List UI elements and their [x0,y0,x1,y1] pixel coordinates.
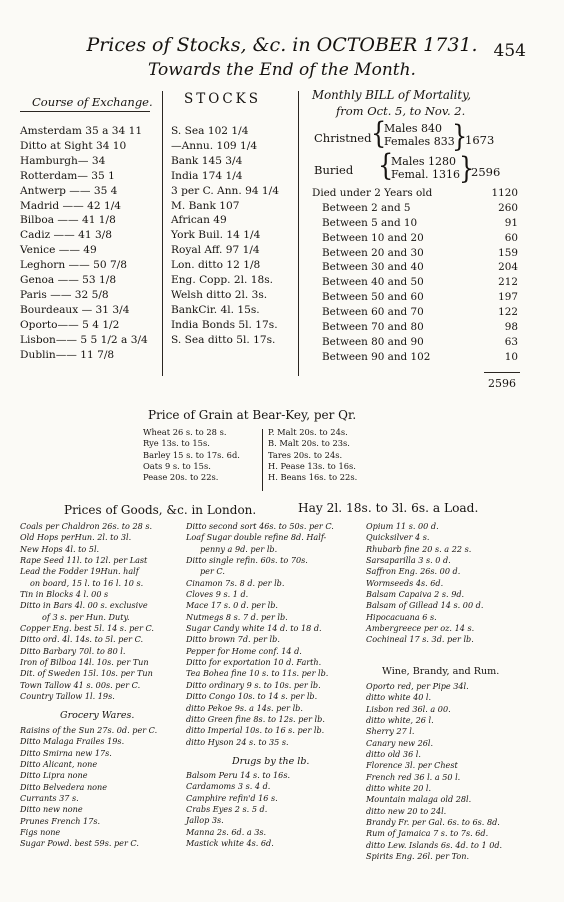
goods-row: Dit. of Sweden 15l. 10s. per Tun [20,668,153,679]
mortality-row-label: Between 80 and 90 [322,335,424,348]
exchange-row: Ditto at Sight 34 10 [20,139,127,152]
grain-list-left [143,427,240,483]
exchange-list [20,124,148,363]
grain-row: H. Beans 16s. to 22s. [268,472,358,483]
goods-list-col2 [186,521,334,748]
goods-row: Brandy Fr. per Gal. 6s. to 6s. 8d. [366,817,500,828]
goods-row: Opium 11 s. 00 d. [366,521,439,531]
hay-price: Hay 2l. 18s. to 3l. 6s. a Load. [298,501,479,515]
goods-row: Town Tallow 41 s. 00s. per C. [20,679,141,690]
stocks-list [171,124,279,348]
stock-row: M. Bank 107 [171,199,240,212]
mortality-row-value: 212 [498,276,518,289]
mortality-row-value: 197 [498,291,518,304]
page-number: 454 [493,41,526,61]
goods-row: Currants 37 s. [20,793,79,804]
goods-row: Prunes French 17s. [20,815,101,826]
exchange-row: Bourdeaux — 31 3/4 [20,303,130,316]
goods-row: ditto new 20 to 24l. [366,805,447,816]
goods-row: Sherry 27 l. [366,726,415,737]
page-subtitle: Towards the End of the Month. [148,60,416,80]
exchange-row: Amsterdam 35 a 34 11 [20,125,143,137]
goods-row: Balsam of Gillead 14 s. 00 d. [366,600,484,611]
mortality-row [312,217,518,232]
page-title: Prices of Stocks, &c. in OCTOBER 1731. [86,34,478,56]
goods-row: Camphire refin'd 16 s. [186,792,278,803]
goods-row: ditto Lew. Islands 6s. 4d. to 1 0d. [366,839,503,850]
exchange-row: Lisbon—— 5 5 1/2 a 3/4 [20,333,148,346]
grain-row: Rye 13s. to 15s. [143,438,210,449]
mortality-row [312,276,518,291]
grain-row: Pease 20s. to 22s. [143,472,219,483]
goods-row: Cardamoms 3 s. 4 d. [186,781,271,792]
mortality-row [312,202,518,217]
goods-row: Ditto Smirna new 17s. [20,747,112,758]
goods-row: Raisins of the Sun 27s. 0d. per C. [20,725,158,735]
goods-row: Lisbon red 36l. a 00. [366,703,451,714]
goods-row: ditto white 20 l. [366,783,432,794]
christned-detail [384,122,455,148]
buried-females: Femal. 1316 [391,168,461,181]
goods-row: Iron of Bilboa 14l. 10s. per Tun [20,657,149,668]
grain-row: Wheat 26 s. to 28 s. [143,427,227,437]
mortality-heading: Monthly BILL of Mortality, [312,88,471,102]
goods-row: Ditto new none [20,804,83,815]
goods-row: ditto old 36 l. [366,749,421,760]
goods-row: Ditto brown 7d. per lb. [186,634,280,645]
mortality-row-label: Between 70 and 80 [322,321,424,334]
goods-row: Ditto Malaga Frailes 19s. [20,736,125,747]
grain-row: P. Malt 20s. to 24s. [268,427,348,437]
stock-row: India 174 1/4 [171,169,243,182]
stock-row: S. Sea ditto 5l. 17s. [171,333,276,346]
drugs-heading: Drugs by the lb. [232,756,310,767]
mortality-row [312,261,518,276]
goods-row: Ditto Alicant, none [20,759,98,770]
goods-row: Nutmegs 8 s. 7 d. per lb. [186,611,288,622]
goods-row: ditto Hyson 24 s. to 35 s. [186,736,289,747]
mortality-row-label: Between 50 and 60 [322,291,424,304]
column-divider-right [298,91,299,376]
mortality-row-label: Between 40 and 50 [322,276,424,289]
goods-row: Ditto second sort 46s. to 50s. per C. [186,521,334,531]
mortality-table [312,187,518,366]
goods-row: Mountain malaga old 28l. [366,794,472,805]
goods-row: Sugar Powd. best 59s. per C. [20,838,139,849]
goods-row: Sugar Candy white 14 d. to 18 d. [186,623,322,634]
mortality-row [312,306,518,321]
goods-row: Copper Eng. best 5l. 14 s. per C. [20,623,155,634]
mortality-row-value: 10 [504,350,518,363]
grain-row: Tares 20s. to 24s. [268,449,343,460]
goods-row: Canary new 26l. [366,737,434,748]
total-rule [484,372,520,373]
goods-row: Cloves 9 s. 1 d. [186,589,249,600]
goods-row: Cinamon 7s. 8 d. per lb. [186,577,285,588]
goods-heading: Prices of Goods, &c. in London. [64,503,257,517]
goods-row: ditto Imperial 10s. to 16 s. per lb. [186,725,325,736]
goods-row: New Hops 4l. to 5l. [20,543,100,554]
goods-row: Rhubarb fine 20 s. a 22 s. [366,543,472,554]
grain-divider [262,429,263,491]
stock-row: Royal Aff. 97 1/4 [171,244,260,257]
goods-row: of 3 s. per Hun. Duty. [42,611,130,622]
mortality-row-label: Between 60 and 70 [322,306,424,319]
goods-row: Balsam Capaiva 2 s. 9d. [366,589,465,600]
exchange-row: Madrid —— 42 1/4 [20,199,121,212]
exchange-row: Genoa —— 53 1/8 [20,274,117,287]
mortality-row-label: Between 2 and 5 [322,201,411,214]
mortality-row-label: Between 90 and 102 [322,350,431,363]
goods-row: Ditto ord. 4l. 14s. to 5l. per C. [20,634,144,645]
mortality-row-label: Between 20 and 30 [322,246,424,259]
mortality-row-value: 260 [498,201,518,214]
stock-row: BankCir. 4l. 15s. [171,303,260,316]
stock-row: African 49 [171,214,227,227]
goods-row: Mace 17 s. 0 d. per lb. [186,600,278,611]
goods-row: Sarsaparilla 3 s. 0 d. [366,555,451,566]
buried-males: Males 1280 [391,155,456,168]
mortality-row-value: 204 [498,261,518,274]
mortality-row-value: 1120 [491,187,518,199]
exchange-row: Oporto—— 5 4 1/2 [20,318,120,331]
drugs-list [186,770,290,849]
goods-row: Ditto for exportation 10 d. Farth. [186,657,322,668]
mortality-row [312,351,518,366]
goods-row: Quicksilver 4 s. [366,532,430,543]
goods-row: Florence 3l. per Chest [366,760,458,771]
grain-row: H. Pease 13s. to 16s. [268,460,356,471]
brace-icon: { [371,115,387,151]
goods-row: Ditto Congo 10s. to 14 s. per lb. [186,691,318,702]
exchange-row: Paris —— 32 5/8 [20,288,109,301]
brace-icon: } [459,150,475,186]
wine-list [366,681,502,863]
christned-label: Christned [314,131,372,145]
stock-row: India Bonds 5l. 17s. [171,318,278,331]
mortality-row-label: Between 30 and 40 [322,261,424,274]
exchange-row: Cadiz —— 41 3/8 [20,229,112,242]
brace-icon: } [452,118,468,154]
goods-row: Rum of Jamaica 7 s. to 7s. 6d. [366,828,489,839]
goods-row: on board, 15 l. to 16 l. 10 s. [30,577,144,588]
mortality-row-value: 159 [498,246,518,259]
goods-row: Ambergreece per oz. 14 s. [366,623,475,634]
mortality-row-label: Between 5 and 10 [322,216,418,229]
exchange-row: Hamburgh— 34 [20,154,106,167]
mortality-row-value: 60 [504,231,518,244]
goods-row: Ditto Lipra none [20,770,88,781]
goods-row: Ditto Belvedera none [20,781,108,792]
goods-row: Balsom Peru 14 s. to 16s. [186,770,291,780]
goods-row: Figs none [20,827,61,838]
goods-row: Wormseeds 4s. 6d. [366,577,444,588]
goods-row: ditto white 40 l. [366,692,432,703]
mortality-row [312,321,518,336]
exchange-row: Bilboa —— 41 1/8 [20,214,116,227]
goods-row: Manna 2s. 6d. a 3s. [186,826,267,837]
grocery-heading: Grocery Wares. [60,710,135,721]
goods-row: per C. [200,566,225,577]
goods-row: Pepper for Home conf. 14 d. [186,645,302,656]
christned-total: 1673 [465,133,495,147]
stock-row: S. Sea 102 1/4 [171,125,249,137]
grocery-list [20,725,157,850]
goods-row: Jallop 3s. [186,815,224,826]
exchange-row: Dublin—— 11 7/8 [20,348,115,361]
goods-row: French red 36 l. a 50 l. [366,771,461,782]
grain-row: B. Malt 20s. to 23s. [268,438,350,449]
goods-row: Tea Bohea fine 10 s. to 11s. per lb. [186,668,329,679]
goods-list-col3 [366,521,483,646]
grain-heading: Price of Grain at Bear-Key, per Qr. [148,408,357,422]
buried-label: Buried [314,163,354,177]
goods-row: Loaf Sugar double refine 8d. Half- [186,532,327,543]
stock-row: Bank 145 3/4 [171,154,243,167]
grain-row: Barley 15 s. to 17s. 6d. [143,449,240,460]
exchange-row: Leghorn —— 50 7/8 [20,259,127,272]
goods-row: Crabs Eyes 2 s. 5 d. [186,804,268,815]
stock-row: —Annu. 109 1/4 [171,139,258,152]
stocks-heading: STOCKS [184,91,261,107]
exchange-heading: Course of Exchange. [32,95,153,109]
brace-icon: { [378,147,394,183]
mortality-row [312,336,518,351]
grain-list-right [268,427,357,483]
goods-row: Spirits Eng. 26l. per Ton. [366,851,470,862]
mortality-period: from Oct. 5, to Nov. 2. [336,104,466,118]
goods-row: Cochineal 17 s. 3d. per lb. [366,634,474,645]
mortality-row-value: 91 [504,216,518,229]
goods-row: Ditto ordinary 9 s. to 10s. per lb. [186,679,321,690]
buried-detail [391,155,460,181]
mortality-row-value: 122 [498,306,518,319]
wine-heading: Wine, Brandy, and Rum. [382,666,500,677]
mortality-row [312,291,518,306]
goods-row: Lead the Fodder 19Hun. half [20,566,139,577]
mortality-row [312,247,518,262]
exchange-row: Rotterdam— 35 1 [20,169,115,182]
goods-row: Rape Seed 11l. to 12l. per Last [20,555,148,566]
exchange-heading-rule [20,111,150,112]
goods-row: Ditto single refin. 60s. to 70s. [186,555,308,566]
goods-list-col1 [20,521,154,703]
mortality-row-value: 63 [504,335,518,348]
stock-row: Welsh ditto 2l. 3s. [171,288,268,301]
goods-row: Hipocacuana 6 s. [366,611,437,622]
stock-row: York Buil. 14 1/4 [171,229,261,242]
grain-row: Oats 9 s. to 15s. [143,460,211,471]
goods-row: Oporto red, per Pipe 34l. [366,681,469,691]
christned-females: Females 833 [384,135,455,148]
goods-row: ditto Pekoe 9s. a 14s. per lb. [186,702,303,713]
goods-row: Ditto Barbary 70l. to 80 l. [20,645,126,656]
mortality-row-label: Died under 2 Years old [312,187,433,199]
mortality-row-label: Between 10 and 20 [322,231,424,244]
christned-males: Males 840 [384,122,442,135]
exchange-row: Antwerp —— 35 4 [20,184,118,197]
column-divider-left [162,91,163,376]
goods-row: ditto Green fine 8s. to 12s. per lb. [186,713,325,724]
buried-total: 2596 [471,165,501,179]
mortality-total: 2596 [488,377,516,390]
goods-row: penny a 9d. per lb. [200,543,278,554]
stock-row: Lon. ditto 12 1/8 [171,259,261,272]
mortality-row [312,187,518,202]
goods-row: Ditto in Bars 4l. 00 s. exclusive [20,600,148,611]
goods-row: Tin in Blocks 4 l. 00 s [20,589,109,600]
goods-row: Coals per Chaldron 26s. to 28 s. [20,521,153,531]
goods-row: Mastick white 4s. 6d. [186,838,274,849]
stock-row: Eng. Copp. 2l. 18s. [171,274,274,287]
goods-row: Country Tallow 1l. 19s. [20,691,115,702]
exchange-row: Venice —— 49 [20,244,97,257]
goods-row: Old Hops perHun. 2l. to 3l. [20,532,132,543]
goods-row: Saffron Eng. 26s. 00 d. [366,566,461,577]
stock-row: 3 per C. Ann. 94 1/4 [171,184,279,197]
mortality-row [312,232,518,247]
mortality-row-value: 98 [504,321,518,334]
goods-row: ditto white, 26 l. [366,715,434,726]
